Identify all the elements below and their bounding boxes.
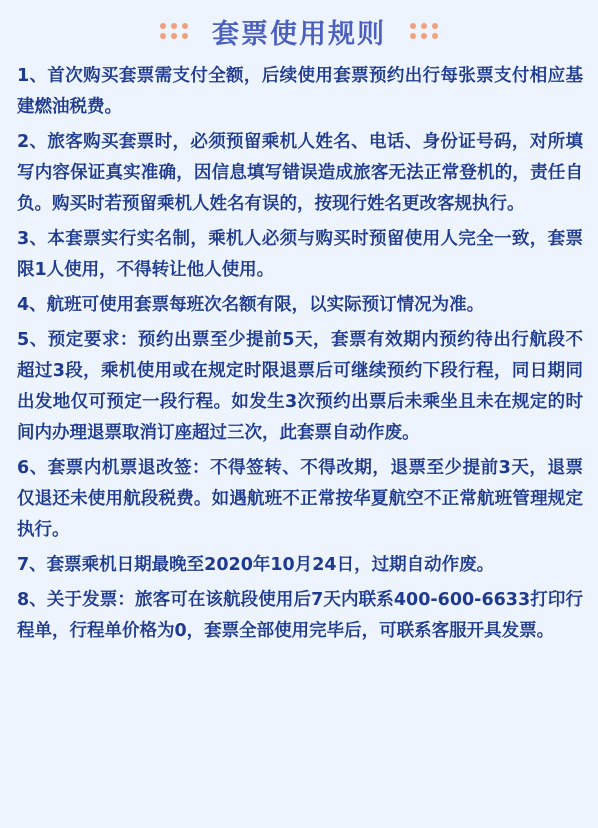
- rule-item: 1、首次购买套票需支付全额，后续使用套票预约出行每张票支付相应基建燃油税费。: [17, 66, 583, 117]
- rule-item: 6、套票内机票退改签：不得签转、不得改期，退票至少提前3天，退票仅退还未使用航段税费。如遇航班不正常按华夏航空不正常航班管理规定执行。: [17, 458, 583, 540]
- rule-item: 2、旅客购买套票时，必须预留乘机人姓名、电话、身份证号码，对所填写内容保证真实准确，因信息填写错误造成旅客无法正常登机的，责任自负。购买时若预留乘机人姓名有误的，按现行姓名更改客规执行。: [17, 132, 583, 214]
- dot-icon: [410, 23, 416, 29]
- rule-item: 7、套票乘机日期最晚至2020年10月24日，过期自动作废。: [17, 555, 495, 575]
- dot-icon: [171, 33, 177, 39]
- decorative-dots-right-icon: [410, 23, 438, 39]
- rule-item: 8、关于发票：旅客可在该航段使用后7天内联系400-600-6633打印行程单，行程单价格为0，套票全部使用完毕后，可联系客服开具发票。: [17, 590, 583, 641]
- dot-icon: [410, 33, 416, 39]
- rules-list: [17, 61, 583, 651]
- rules-header: [0, 0, 598, 62]
- dot-icon: [421, 33, 427, 39]
- decorative-dots-left-icon: [160, 23, 188, 39]
- dot-icon: [432, 23, 438, 29]
- dot-icon: [421, 23, 427, 29]
- dot-icon: [160, 33, 166, 39]
- rule-item: 4、航班可使用套票每班次名额有限，以实际预订情况为准。: [17, 295, 485, 315]
- dot-icon: [182, 33, 188, 39]
- rule-item: 3、本套票实行实名制，乘机人必须与购买时预留使用人完全一致，套票限1人使用，不得转让他人使用。: [17, 229, 583, 280]
- page-title: 套票使用规则: [212, 18, 386, 50]
- dot-icon: [182, 23, 188, 29]
- dot-icon: [171, 23, 177, 29]
- dot-icon: [432, 33, 438, 39]
- dot-icon: [160, 23, 166, 29]
- rule-item: 5、预定要求：预约出票至少提前5天，套票有效期内预约待出行航段不超过3段，乘机使用或在规定时限退票后可继续预约下段行程，同日期同出发地仅可预定一段行程。如发生3次预约出票后未乘坐且未在规定的时间内办理退票取消订座超过三次，此套票自动作废。: [17, 330, 583, 443]
